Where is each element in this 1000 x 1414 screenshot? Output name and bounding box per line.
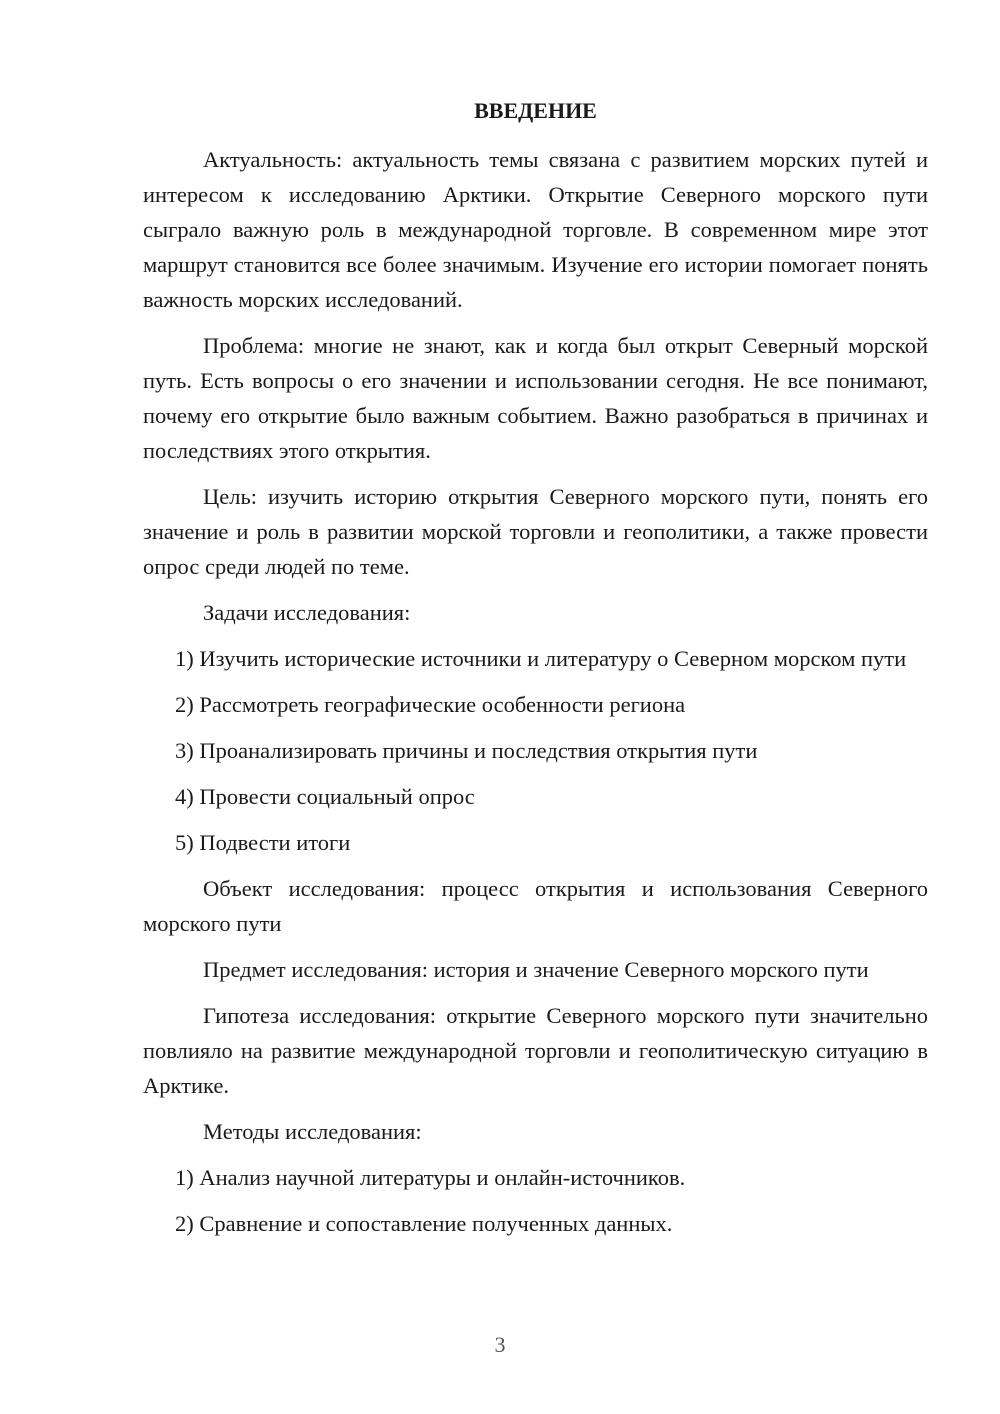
object-paragraph: Объект исследования: процесс открытия и использования Северного морского пути: [143, 876, 928, 936]
method-item: 2) Сравнение и сопоставление полученных данных.: [175, 1211, 673, 1236]
task-item: 4) Провести социальный опрос: [175, 784, 475, 809]
goal-paragraph: Цель: изучить историю открытия Северного морского пути, понять его значение и роль в развитии морской торговли и геополитики, а также провести опрос среди людей по теме.: [143, 484, 928, 579]
page-number: 3: [494, 1332, 506, 1357]
task-item: 5) Подвести итоги: [175, 830, 351, 855]
problem-paragraph: Проблема: многие не знают, как и когда был открыт Северный морской путь. Есть вопросы о его значении и использовании сегодня. Не все понимают, почему его открытие было важным событием. Важно разобраться в причинах и последствиях этого открытия.: [143, 333, 928, 463]
page-title: ВВЕДЕНИЕ: [474, 98, 597, 123]
relevance-paragraph: Актуальность: актуальность темы связана с развитием морских путей и интересом к исследованию Арктики. Открытие Северного морского пути сыграло важную роль в международной торговле. В современном мире этот маршрут становится все более значимым. Изучение его истории помогает понять важность морских исследований.: [143, 147, 928, 312]
methods-heading: Методы исследования:: [203, 1119, 422, 1144]
task-item: 3) Проанализировать причины и последствия открытия пути: [175, 738, 758, 763]
task-item: 1) Изучить исторические источники и литературу о Северном морском пути: [175, 646, 907, 671]
task-item: 2) Рассмотреть географические особенности региона: [175, 692, 686, 717]
document-page: [143, 96, 928, 1252]
hypothesis-paragraph: Гипотеза исследования: открытие Северного морского пути значительно повлияло на развитие международной торговли и геополитическую ситуацию в Арктике.: [143, 1003, 928, 1098]
subject-paragraph: Предмет исследования: история и значение Северного морского пути: [203, 957, 869, 982]
tasks-heading: Задачи исследования:: [203, 600, 411, 625]
method-item: 1) Анализ научной литературы и онлайн-источников.: [175, 1165, 686, 1190]
